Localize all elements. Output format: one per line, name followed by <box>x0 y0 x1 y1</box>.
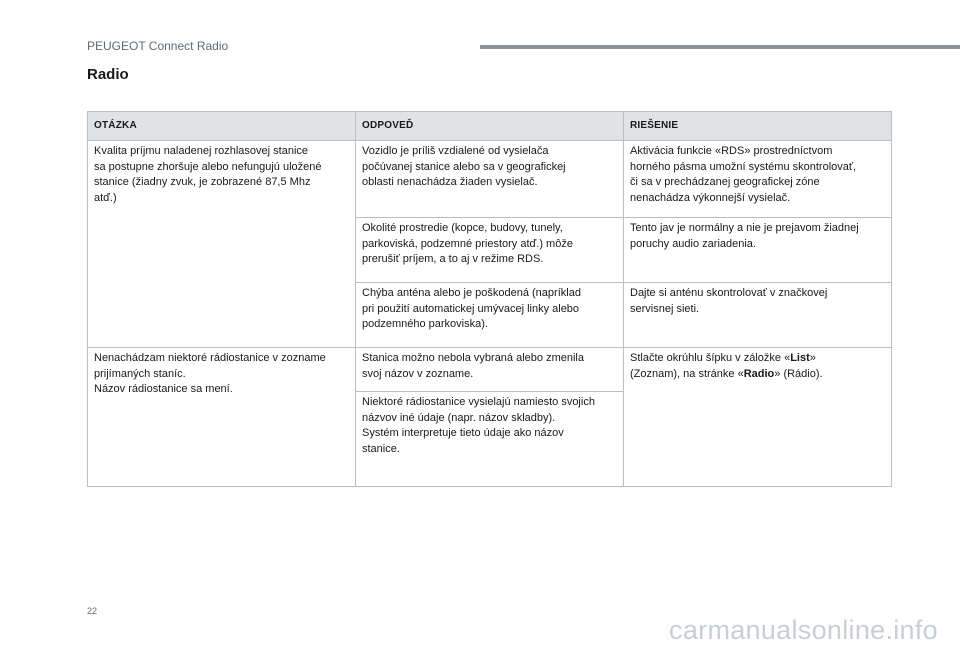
answer-text: Systém interpretuje tieto údaje ako názov <box>362 427 564 439</box>
answer-text: počúvanej stanice alebo sa v geografickej <box>362 160 566 173</box>
section-title: Radio <box>87 66 129 83</box>
solution-text-prefix: (Zoznam), na stránke « <box>630 367 744 380</box>
question-text: atď.) <box>94 191 117 204</box>
solution-text <box>630 367 885 383</box>
answer-text: Chýba anténa alebo je poškodená (napríklad <box>362 287 581 299</box>
question-cell <box>88 348 356 487</box>
solution-text: poruchy audio zariadenia. <box>630 237 756 250</box>
solution-text: či sa v prechádzanej geografickej zóne <box>630 176 820 188</box>
troubleshooting-table <box>87 111 892 487</box>
answer-text: podzemného parkoviska). <box>362 318 488 330</box>
table-row <box>88 141 892 218</box>
document-header-title: PEUGEOT Connect Radio <box>87 39 229 53</box>
column-header-solution: RIEŠENIE <box>624 112 892 141</box>
table-header-row <box>88 112 892 141</box>
question-text: Kvalita príjmu naladenej rozhlasovej stanice <box>94 145 309 157</box>
question-text: prijímaných staníc. <box>94 367 186 380</box>
answer-text: Niektoré rádiostanice vysielajú namiesto svojich <box>362 396 595 408</box>
answer-text: Okolité prostredie (kopce, budovy, tunely, <box>362 222 563 234</box>
answer-cell <box>356 392 624 487</box>
solution-text: horného pásma umožní systému skontrolovať, <box>630 160 857 173</box>
solution-text-suffix: » (Rádio). <box>774 367 823 380</box>
solution-text: Dajte si anténu skontrolovať v značkovej <box>630 287 828 299</box>
answer-text: parkoviská, podzemné priestory atď.) môže <box>362 237 573 250</box>
answer-text: oblasti nenachádza žiaden vysielač. <box>362 176 538 188</box>
answer-text: Vozidlo je príliš vzdialené od vysielača <box>362 145 549 157</box>
header-divider-bar <box>480 45 960 49</box>
watermark-text: carmanualsonline.info <box>669 615 938 645</box>
list-keyword: List <box>790 352 810 364</box>
question-text: Nenachádzam niektoré rádiostanice v zozname <box>94 352 326 364</box>
solution-cell <box>624 348 892 487</box>
question-cell <box>88 141 356 348</box>
column-header-answer: ODPOVEĎ <box>356 112 624 141</box>
solution-cell <box>624 218 892 283</box>
solution-text: nenachádza výkonnejší vysielač. <box>630 191 791 204</box>
answer-text: prerušiť príjem, a to aj v režime RDS. <box>362 253 544 265</box>
solution-text-prefix: Stlačte okrúhlu šípku v záložke « <box>630 352 791 364</box>
solution-cell <box>624 283 892 348</box>
solution-text <box>630 351 885 367</box>
answer-cell <box>356 141 624 218</box>
answer-text: pri použití automatickej umývacej linky alebo <box>362 302 580 315</box>
answer-text: svoj názov v zozname. <box>362 367 474 380</box>
page-number: 22 <box>87 606 98 616</box>
question-text: stanice (žiadny zvuk, je zobrazené 87,5 Mhz <box>94 176 311 188</box>
solution-cell <box>624 141 892 218</box>
solution-text: Tento jav je normálny a nie je prejavom žiadnej <box>630 222 859 234</box>
answer-text: Stanica možno nebola vybraná alebo zmenila <box>362 352 584 364</box>
radio-keyword: Radio <box>743 367 775 380</box>
column-header-question: OTÁZKA <box>88 112 356 141</box>
question-text: sa postupne zhoršuje alebo nefungujú uložené <box>94 160 322 173</box>
table-row <box>88 348 892 392</box>
solution-text-suffix: » <box>809 352 816 364</box>
solution-text: servisnej sieti. <box>630 302 700 315</box>
answer-cell <box>356 218 624 283</box>
answer-text: stanice. <box>362 442 400 455</box>
question-text: Názov rádiostanice sa mení. <box>94 383 233 395</box>
answer-text: názvov iné údaje (napr. názov skladby). <box>362 411 556 424</box>
answer-cell <box>356 348 624 392</box>
answer-cell <box>356 283 624 348</box>
solution-text: Aktivácia funkcie «RDS» prostredníctvom <box>630 145 833 157</box>
